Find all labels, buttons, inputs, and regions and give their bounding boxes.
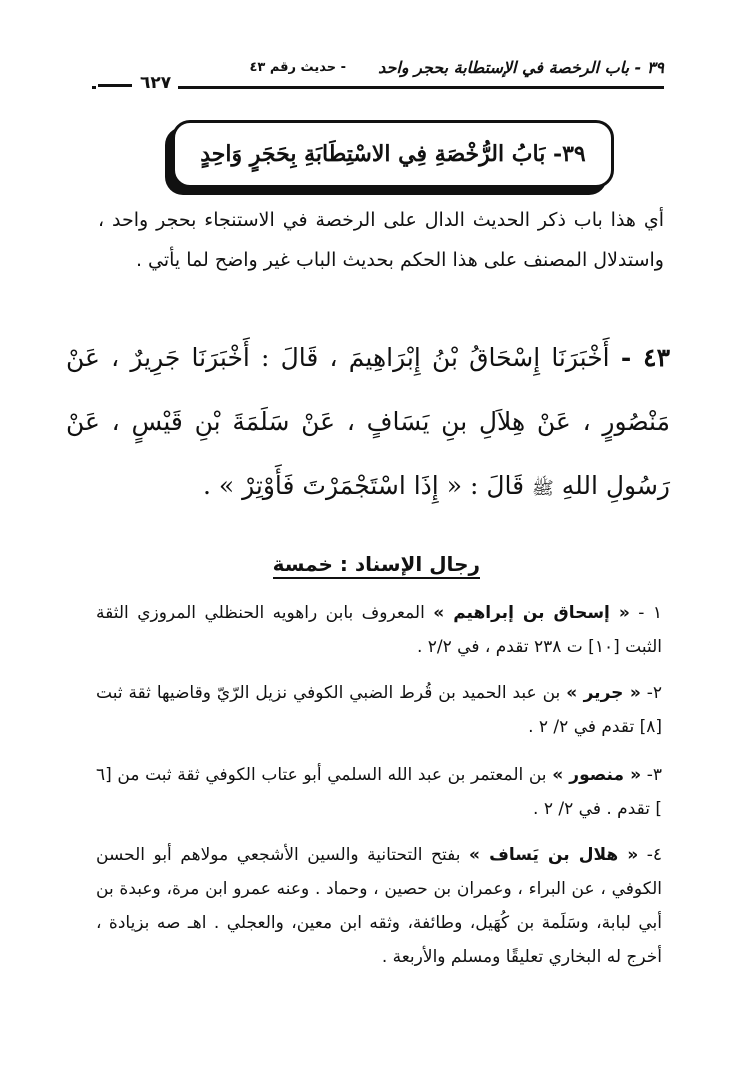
narrator-index: ٣- bbox=[646, 765, 663, 785]
chapter-title-box bbox=[172, 120, 614, 188]
narrator-text: بفتح التحتانية والسين الأشجعي مولاهم أبو الحسن الكوفي ، عن البراء ، وعمران بن حصين ، وحماد . وعنه عمرو ابن مرة، وعبدة بن أبي لبابة، وسَلَمة بن كُهَيل، وطائفة، وثقه ابن معين، والعجلي . اهـ صه بزيادة ، أخرج له البخاري تعليقًا ومسلم والأربعة . bbox=[96, 845, 662, 967]
chapter-title: ٣٩- بَابُ الرُّخْصَةِ فِي الاسْتِطَابَةِ بِحَجَرٍ وَاحِدٍ bbox=[200, 141, 586, 167]
running-header-title: ٣٩ - باب الرخصة في الإستطابة بحجر واحد bbox=[378, 58, 664, 77]
intro-paragraph: أي هذا باب ذكر الحديث الدال على الرخصة في الاستنجاء بحجر واحد ، واستدلال المصنف على هذا الحكم بحديث الباب غير واضح لما يأتي . bbox=[98, 209, 664, 271]
narrator-entry bbox=[96, 838, 662, 974]
page-number-box bbox=[96, 68, 178, 98]
section-heading: رجال الإسناد : خمسة bbox=[273, 552, 480, 579]
narrator-text: المعروف بابن راهويه الحنظلي المروزي الثقة الثبت [١٠] ت ٢٣٨ تقدم ، في ٢/٢ . bbox=[96, 603, 662, 657]
narrator-name: « هلال بن يَساف » bbox=[469, 845, 639, 865]
narrator-text: بن عبد الحميد بن قُرط الضبي الكوفي نزيل الرّيّ وقاضيها ثقة ثبت [٨] تقدم في ٢/ ٢ . bbox=[96, 683, 662, 737]
hadith-text bbox=[66, 326, 670, 521]
hadith-text-part-1: أَخْبَرَنَا إِسْحَاقُ بْنُ إِبْرَاهِيمَ ، قَالَ : أَخْبَرَنَا جَرِيرٌ ، عَنْ مَنْصُورٍ ، عَنْ هِلاَلِ بنِ يَسَافٍ ، عَنْ سَلَمَةَ بْنِ قَيْسٍ ، عَنْ رَسُولِ اللهِ bbox=[66, 343, 670, 500]
page-number-dash bbox=[98, 84, 132, 87]
narrator-entry bbox=[96, 596, 662, 664]
narrator-text: بن المعتمر بن عبد الله السلمي أبو عتاب الكوفي ثقة ثبت من [٦ ] تقدم . في ٢/ ٢ . bbox=[96, 765, 662, 819]
hadith-number: ٤٣ - bbox=[620, 343, 670, 372]
narrator-entry bbox=[96, 676, 662, 744]
narrator-entry bbox=[96, 758, 662, 826]
narrator-name: « منصور » bbox=[552, 765, 642, 785]
narrator-index: ٢- bbox=[646, 683, 663, 703]
narrator-index: ١ - bbox=[638, 603, 663, 623]
narrator-name: « جرير » bbox=[566, 683, 641, 703]
page-number: ٦٢٧ bbox=[140, 73, 172, 93]
salutation-glyph: ﷺ bbox=[532, 478, 554, 499]
narrator-index: ٤- bbox=[646, 845, 663, 865]
running-header-hadith-ref: - حديث رقم ٤٣ bbox=[249, 60, 346, 75]
hadith-text-part-2: قَالَ : « إِذَا اسْتَجْمَرْتَ فَأَوْتِرْ » . bbox=[202, 471, 525, 500]
narrator-name: « إسحاق بن إبراهيم » bbox=[433, 603, 630, 623]
